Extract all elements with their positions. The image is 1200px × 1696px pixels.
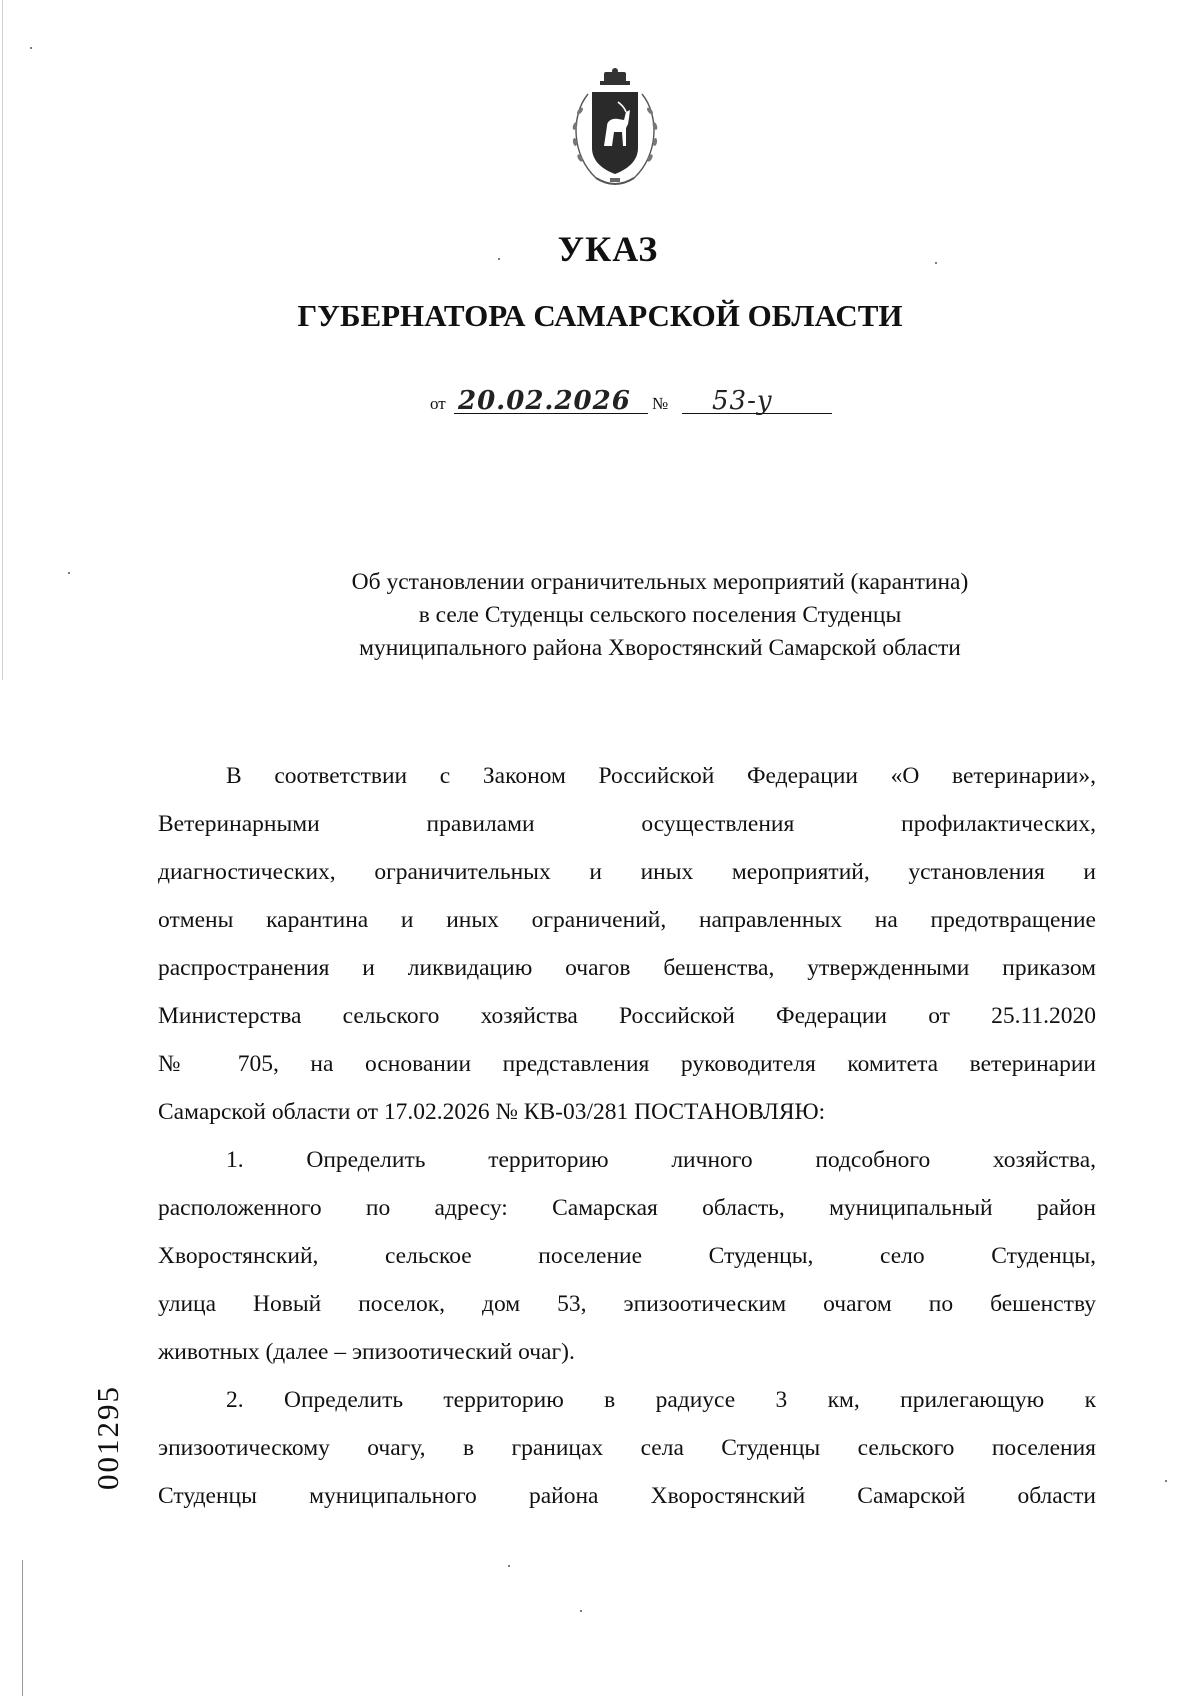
- subject-line: муниципального района Хворостянский Самарской области: [359, 635, 961, 661]
- scan-edge-line: [22, 1560, 23, 1696]
- subject-line: в селе Студенцы сельского поселения Студенцы: [418, 602, 902, 628]
- body-line: Хворостянский, сельское поселение Студенцы, село Студенцы,: [158, 1243, 1096, 1269]
- body-line: животных (далее – эпизоотический очаг).: [158, 1339, 575, 1365]
- subject-line: Об установлении ограничительных мероприятий (карантина): [351, 569, 969, 595]
- scan-edge-line: [2, 0, 3, 680]
- body-line: Министерства сельского хозяйства Российской Федерации от 25.11.2020: [158, 1003, 1096, 1029]
- body-line: эпизоотическому очагу, в границах села Студенцы сельского поселения: [158, 1435, 1096, 1461]
- number-prefix-label: №: [652, 394, 669, 413]
- body-line: Самарской области от 17.02.2026 № КВ-03/281 ПОСТАНОВЛЯЮ:: [158, 1099, 826, 1125]
- body-line: улица Новый поселок, дом 53, эпизоотическим очагом по бешенству: [158, 1291, 1096, 1317]
- body-line: 2. Определить территорию в радиусе 3 км, прилегающую к: [226, 1387, 1096, 1413]
- date-number-line: [430, 380, 850, 420]
- handwritten-date: 20.02.2026: [458, 386, 631, 416]
- document-body: [158, 760, 1096, 1528]
- side-serial-number: 001295: [90, 1385, 125, 1490]
- scan-speck: [1165, 1480, 1167, 1482]
- body-line: отмены карантина и иных ограничений, направленных на предотвращение: [158, 907, 1096, 933]
- body-line: № 705, на основании представления руководителя комитета ветеринарии: [158, 1051, 1096, 1077]
- scan-speck: [508, 1565, 510, 1567]
- scan-speck: [30, 47, 32, 49]
- body-line: расположенного по адресу: Самарская область, муниципальный район: [158, 1195, 1096, 1221]
- scan-speck: [68, 572, 70, 574]
- date-prefix-label: от: [430, 394, 446, 413]
- document-type-title: УКАЗ: [557, 229, 659, 269]
- samara-coat-of-arms-icon: [560, 66, 670, 196]
- body-line: Ветеринарными правилами осуществления профилактических,: [158, 811, 1096, 837]
- body-line: Студенцы муниципального района Хворостянский Самарской области: [158, 1483, 1096, 1509]
- body-line: распространения и ликвидацию очагов бешенства, утвержденными приказом: [158, 955, 1096, 981]
- body-line: В соответствии с Законом Российской Федерации «О ветеринарии»,: [226, 763, 1096, 789]
- body-line: 1. Определить территорию личного подсобного хозяйства,: [226, 1147, 1096, 1173]
- document-subject: [280, 566, 1040, 665]
- issuer-title: ГУБЕРНАТОРА САМАРСКОЙ ОБЛАСТИ: [297, 298, 903, 333]
- body-line: диагностических, ограничительных и иных мероприятий, установления и: [158, 859, 1096, 885]
- scan-speck: [580, 1610, 582, 1612]
- handwritten-number: 53-у: [712, 386, 773, 416]
